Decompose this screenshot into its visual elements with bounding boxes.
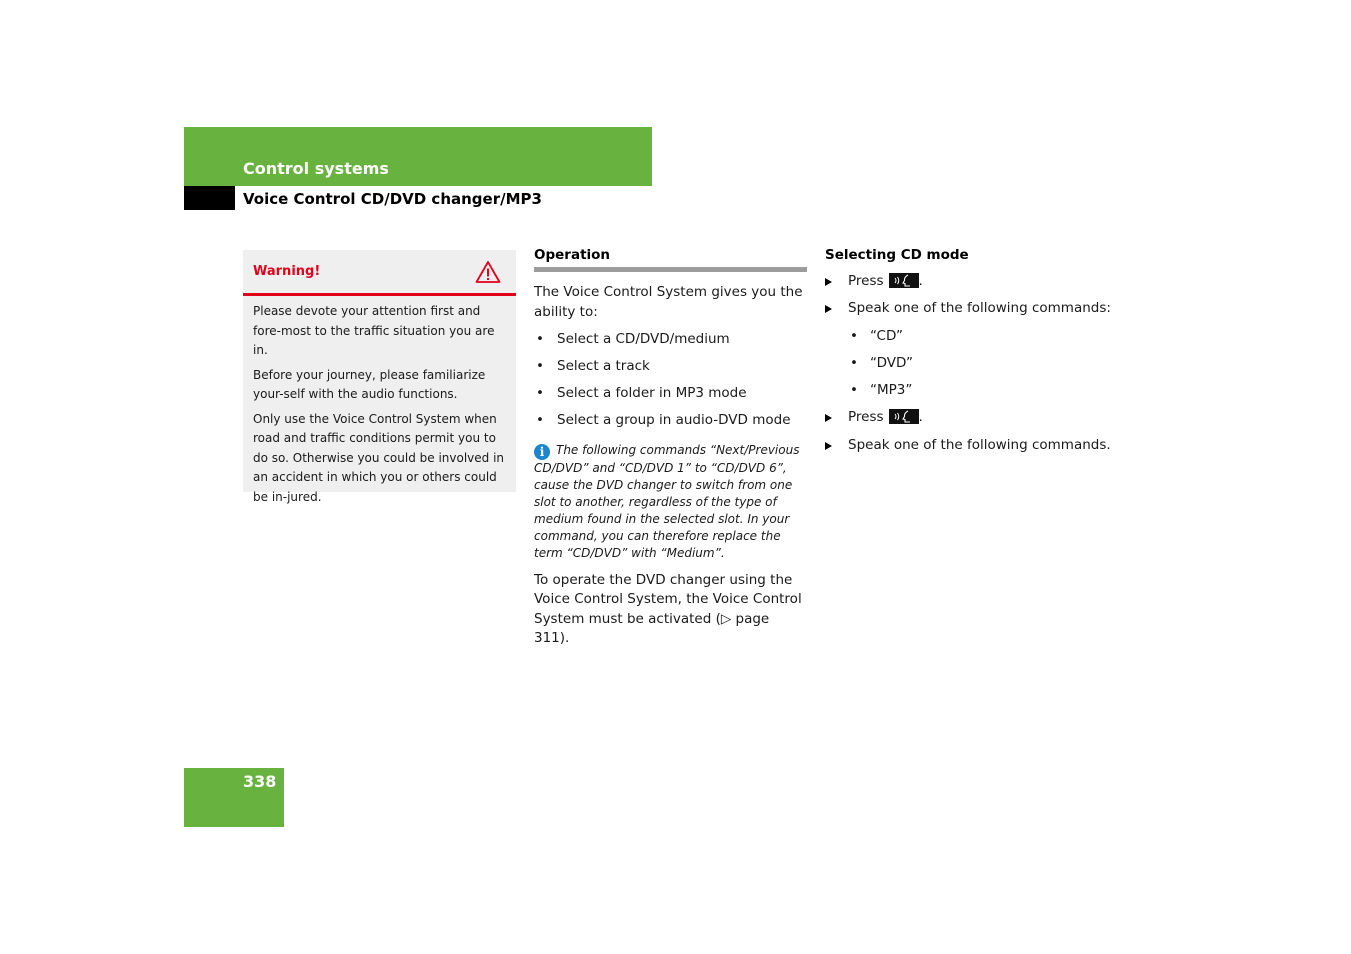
step-item: Press .	[825, 408, 1115, 428]
list-item: • “MP3”	[850, 381, 913, 398]
activation-note: To operate the DVD changer using the Voice Control System, the Voice Control System must be activated (▷ page 311).	[534, 571, 802, 646]
step-item: Speak one of the following commands.	[825, 436, 1115, 456]
subsection-title: Voice Control CD/DVD changer/MP3	[243, 190, 542, 208]
warning-label: Warning!	[253, 264, 321, 279]
warning-paragraph: Before your journey, please familiarize your-self with the audio functions.	[253, 367, 486, 401]
selecting-heading: Selecting CD mode	[825, 247, 969, 263]
operation-bullets	[534, 330, 807, 431]
voice-control-button-icon	[889, 409, 919, 424]
list-item: • Select a group in audio-DVD mode	[536, 412, 791, 428]
warning-paragraph: Please devote your attention first and fore-most to the traffic situation you are in.	[253, 304, 495, 357]
list-item: • Select a CD/DVD/medium	[536, 331, 730, 347]
list-item: • Select a track	[536, 358, 650, 374]
selecting-column	[825, 246, 1115, 455]
warning-body	[243, 296, 516, 507]
step-item: Speak one of the following commands:	[825, 299, 1115, 319]
info-icon: i	[534, 444, 550, 460]
warning-header	[243, 250, 516, 296]
heading-divider	[534, 267, 807, 272]
command-list	[825, 327, 1115, 401]
list-item: • “CD”	[850, 327, 903, 344]
warning-triangle-icon	[475, 260, 501, 284]
operation-heading: Operation	[534, 247, 611, 263]
operation-column	[534, 246, 807, 649]
step-arrow-icon	[825, 278, 832, 286]
section-tab-marker	[184, 186, 235, 210]
selecting-steps	[825, 272, 1115, 319]
voice-control-button-icon	[889, 273, 919, 288]
step-arrow-icon	[825, 414, 832, 422]
warning-box	[243, 250, 516, 504]
info-note: i The following commands “Next/Previous CD/DVD” and “CD/DVD 1” to “CD/DVD 6”, cause the DVD changer to switch from one slot to another, regardless of the type of medium found in the selected slot. In your command, you can therefore replace the term “CD/DVD” with “Medium”.	[534, 442, 800, 560]
step-item: Press .	[825, 272, 1115, 292]
list-item: • “DVD”	[850, 354, 913, 371]
warning-paragraph: Only use the Voice Control System when road and traffic conditions permit you to do so. Otherwise you could be involved in an accident in which you or others could be in-jured.	[253, 411, 505, 504]
selecting-steps-end	[825, 408, 1115, 455]
page-number: 338	[243, 772, 277, 791]
step-arrow-icon	[825, 442, 832, 450]
step-arrow-icon	[825, 305, 832, 313]
section-title: Control systems	[243, 159, 389, 178]
operation-intro: The Voice Control System gives you the ability to:	[534, 284, 803, 320]
list-item: • Select a folder in MP3 mode	[536, 385, 747, 401]
